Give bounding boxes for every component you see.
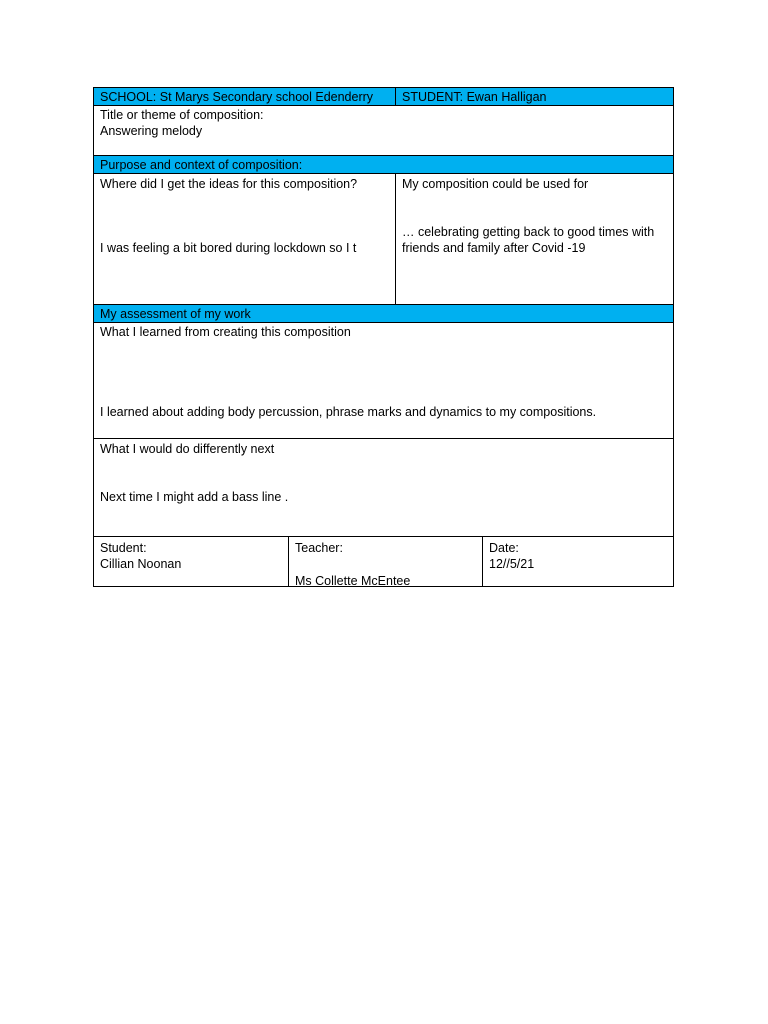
date-value: 12//5/21	[489, 557, 535, 571]
teacher-name: Ms Collette McEntee	[295, 574, 411, 588]
usage-answer-line1: … celebrating getting back to good times with	[402, 225, 655, 239]
learned-cell	[94, 323, 673, 438]
differently-cell	[94, 439, 673, 536]
title-value: Answering melody	[100, 124, 203, 138]
assessment-heading-row	[94, 305, 673, 323]
ideas-label: Where did I get the ideas for this composition?	[100, 177, 358, 191]
title-row	[94, 106, 673, 156]
school-name: SCHOOL: St Marys Secondary school Edenderry	[100, 90, 374, 104]
purpose-heading: Purpose and context of composition:	[100, 158, 303, 172]
ideas-answer: I was feeling a bit bored during lockdown so I t	[100, 241, 357, 255]
student-name: Cillian Noonan	[100, 557, 182, 571]
usage-cell	[395, 174, 673, 304]
student-label: Student:	[100, 541, 147, 555]
differently-label: What I would do differently next	[100, 442, 275, 456]
learned-row	[94, 323, 673, 439]
composition-form	[93, 87, 674, 587]
purpose-row	[94, 174, 673, 305]
student-cell	[94, 537, 288, 586]
student-header: STUDENT: Ewan Halligan	[395, 88, 673, 105]
assessment-heading: My assessment of my work	[100, 307, 251, 321]
purpose-heading-row	[94, 156, 673, 174]
ideas-cell	[94, 174, 395, 304]
teacher-label: Teacher:	[295, 541, 343, 555]
signoff-row	[94, 537, 673, 586]
learned-label: What I learned from creating this composition	[100, 325, 351, 339]
date-cell	[482, 537, 673, 586]
usage-answer-line2: friends and family after Covid -19	[402, 241, 586, 255]
differently-answer: Next time I might add a bass line .	[100, 490, 289, 504]
title-cell	[94, 106, 673, 155]
date-label: Date:	[489, 541, 519, 555]
title-label: Title or theme of composition:	[100, 108, 264, 122]
header-row	[94, 88, 673, 106]
teacher-cell	[288, 537, 482, 586]
differently-row	[94, 439, 673, 537]
usage-label: My composition could be used for	[402, 177, 589, 191]
learned-answer: I learned about adding body percussion, phrase marks and dynamics to my compositions.	[100, 405, 597, 419]
